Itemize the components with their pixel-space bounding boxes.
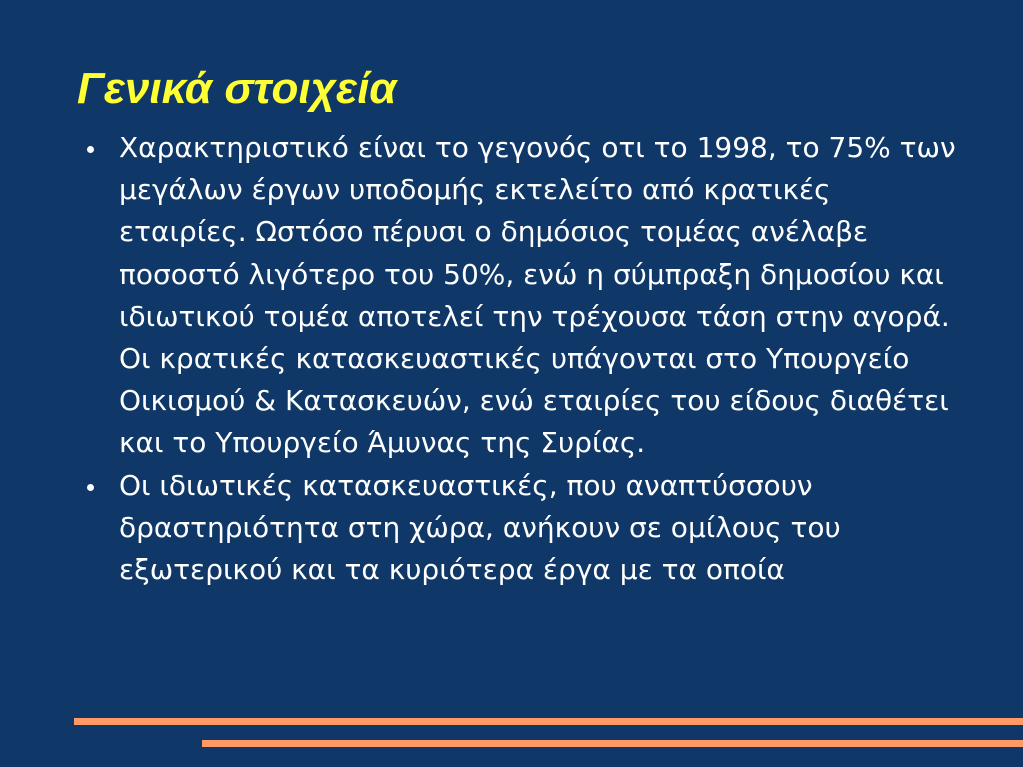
- bullet-text: Οι ιδιωτικές κατασκευαστικές, που αναπτύσσουν δραστηριότητα στη χώρα, ανήκουν σε ομίλους του εξωτερικού και τα κυριότερα έργα με τα οποία: [119, 468, 841, 587]
- slide-title: Γενικά στοιχεία: [77, 64, 397, 113]
- bullet-text: Χαρακτηριστικό είναι το γεγονός οτι το 1998, το 75% των μεγάλων έργων υποδομής εκτελείτο από κρατικές εταιρίες. Ωστόσο πέρυσι ο δημόσιος τομέας ανέλαβε ποσοστό λιγότερο του 50%, ενώ η σύμπραξη δημοσίου και ιδιωτικού τομέα αποτελεί την τρέχουσα τάση στην αγορά. Οι κρατικές κατασκευαστικές υπάγονται στο Υπουργείο Οικισμού & Κατασκευών, ενώ εταιρίες του είδους διαθέτει και το Υπουργείο Άμυνας της Συρίας.: [119, 131, 956, 460]
- accent-rule-top: [74, 718, 1023, 725]
- bullet-list: [85, 127, 965, 591]
- bullet-item: [85, 465, 965, 592]
- bullet-item: [85, 127, 965, 465]
- accent-rule-bottom: [202, 740, 1023, 747]
- bullet-dot-icon: [87, 146, 94, 153]
- bullet-dot-icon: [87, 484, 94, 491]
